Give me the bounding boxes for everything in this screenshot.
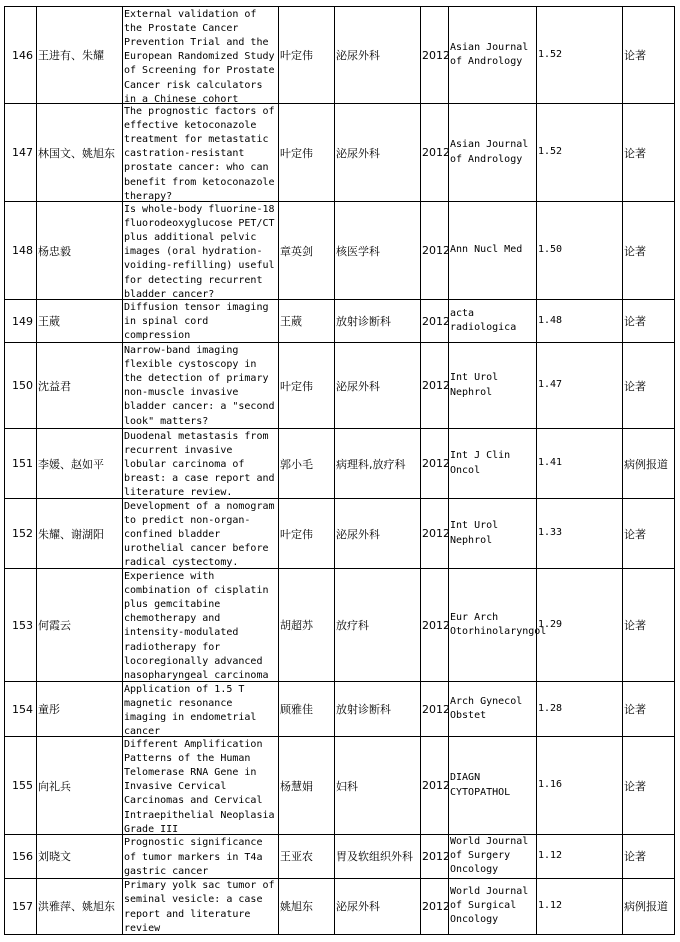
- article-type-cell: 论著: [623, 499, 675, 569]
- impact-factor-cell: 1.50: [537, 202, 623, 300]
- authors-cell: 杨忠毅: [37, 202, 123, 300]
- article-type-cell: 病例报道: [623, 429, 675, 499]
- supervisor-cell: 杨慧娟: [279, 737, 335, 835]
- journal-cell: Arch Gynecol Obstet: [449, 682, 537, 737]
- authors-cell: 童彤: [37, 682, 123, 737]
- journal-cell: Ann Nucl Med: [449, 202, 537, 300]
- publication-table-body: [5, 7, 675, 935]
- impact-factor-cell: 1.41: [537, 429, 623, 499]
- table-row: [5, 202, 675, 300]
- department-cell: 妇科: [335, 737, 421, 835]
- impact-factor-cell: 1.28: [537, 682, 623, 737]
- supervisor-cell: 叶定伟: [279, 343, 335, 429]
- year-cell: 2012: [421, 104, 449, 202]
- article-type-cell: 论著: [623, 569, 675, 682]
- row-number: 150: [5, 343, 37, 429]
- row-number: 153: [5, 569, 37, 682]
- table-row: [5, 7, 675, 104]
- supervisor-cell: 顾雅佳: [279, 682, 335, 737]
- year-cell: 2012: [421, 835, 449, 879]
- journal-cell: Asian Journal of Andrology: [449, 104, 537, 202]
- department-cell: 放疗科: [335, 569, 421, 682]
- department-cell: 泌尿外科: [335, 343, 421, 429]
- journal-cell: Eur Arch Otorhinolaryngol: [449, 569, 537, 682]
- department-cell: 泌尿外科: [335, 104, 421, 202]
- impact-factor-cell: 1.52: [537, 7, 623, 104]
- paper-title-cell: Primary yolk sac tumor of seminal vesicle: a case report and literature review: [123, 878, 279, 934]
- department-cell: 放射诊断科: [335, 300, 421, 343]
- article-type-cell: 论著: [623, 343, 675, 429]
- authors-cell: 朱耀、谢湖阳: [37, 499, 123, 569]
- row-number: 151: [5, 429, 37, 499]
- article-type-cell: 论著: [623, 835, 675, 879]
- journal-cell: Int Urol Nephrol: [449, 499, 537, 569]
- paper-title-cell: Diffusion tensor imaging in spinal cord compression: [123, 300, 279, 343]
- paper-title-cell: External validation of the Prostate Cancer Prevention Trial and the European Randomized Study of Screening for Prostate Cancer risk calculators in a Chinese cohort: [123, 7, 279, 104]
- row-number: 156: [5, 835, 37, 879]
- paper-title-cell: Is whole-body fluorine-18 fluorodeoxyglucose PET/CT plus additional pelvic images (oral hydration-voiding-refilling) useful for detecting recurrent bladder cancer?: [123, 202, 279, 300]
- year-cell: 2012: [421, 300, 449, 343]
- department-cell: 病理科,放疗科: [335, 429, 421, 499]
- authors-cell: 向礼兵: [37, 737, 123, 835]
- year-cell: 2012: [421, 878, 449, 934]
- year-cell: 2012: [421, 429, 449, 499]
- paper-title-cell: Prognostic significance of tumor markers in T4a gastric cancer: [123, 835, 279, 879]
- supervisor-cell: 叶定伟: [279, 104, 335, 202]
- journal-cell: DIAGN CYTOPATHOL: [449, 737, 537, 835]
- authors-cell: 王进有、朱耀: [37, 7, 123, 104]
- supervisor-cell: 叶定伟: [279, 499, 335, 569]
- supervisor-cell: 章英剑: [279, 202, 335, 300]
- paper-title-cell: Different Amplification Patterns of the Human Telomerase RNA Gene in Invasive Cervical Carcinomas and Cervical Intraepithelial Neoplasia Grade III: [123, 737, 279, 835]
- paper-title-cell: Application of 1.5 T magnetic resonance imaging in endometrial cancer: [123, 682, 279, 737]
- paper-title-cell: Narrow-band imaging flexible cystoscopy in the detection of primary non-muscle invasive bladder cancer: a "second look" matters?: [123, 343, 279, 429]
- row-number: 154: [5, 682, 37, 737]
- impact-factor-cell: 1.16: [537, 737, 623, 835]
- supervisor-cell: 姚旭东: [279, 878, 335, 934]
- year-cell: 2012: [421, 682, 449, 737]
- journal-cell: World Journal of Surgical Oncology: [449, 878, 537, 934]
- journal-cell: acta radiologica: [449, 300, 537, 343]
- paper-title-cell: Development of a nomogram to predict non-organ-confined bladder urothelial cancer before radical cystectomy.: [123, 499, 279, 569]
- year-cell: 2012: [421, 737, 449, 835]
- article-type-cell: 论著: [623, 7, 675, 104]
- authors-cell: 王葳: [37, 300, 123, 343]
- row-number: 155: [5, 737, 37, 835]
- impact-factor-cell: 1.12: [537, 835, 623, 879]
- table-row: [5, 682, 675, 737]
- impact-factor-cell: 1.33: [537, 499, 623, 569]
- table-row: [5, 569, 675, 682]
- paper-title-cell: Duodenal metastasis from recurrent invasive lobular carcinoma of breast: a case report and literature review.: [123, 429, 279, 499]
- year-cell: 2012: [421, 499, 449, 569]
- year-cell: 2012: [421, 569, 449, 682]
- journal-cell: Int J Clin Oncol: [449, 429, 537, 499]
- authors-cell: 李媛、赵如平: [37, 429, 123, 499]
- impact-factor-cell: 1.48: [537, 300, 623, 343]
- journal-cell: Int Urol Nephrol: [449, 343, 537, 429]
- row-number: 146: [5, 7, 37, 104]
- authors-cell: 何霞云: [37, 569, 123, 682]
- publication-table: [4, 6, 675, 935]
- table-row: [5, 499, 675, 569]
- authors-cell: 刘晓文: [37, 835, 123, 879]
- department-cell: 核医学科: [335, 202, 421, 300]
- paper-title-cell: The prognostic factors of effective ketoconazole treatment for metastatic castration-resistant prostate cancer: who can benefit from ketoconazole therapy?: [123, 104, 279, 202]
- article-type-cell: 论著: [623, 682, 675, 737]
- impact-factor-cell: 1.47: [537, 343, 623, 429]
- supervisor-cell: 叶定伟: [279, 7, 335, 104]
- table-row: [5, 104, 675, 202]
- article-type-cell: 论著: [623, 202, 675, 300]
- journal-cell: Asian Journal of Andrology: [449, 7, 537, 104]
- year-cell: 2012: [421, 202, 449, 300]
- article-type-cell: 论著: [623, 104, 675, 202]
- supervisor-cell: 王葳: [279, 300, 335, 343]
- department-cell: 泌尿外科: [335, 499, 421, 569]
- supervisor-cell: 王亚农: [279, 835, 335, 879]
- table-row: [5, 300, 675, 343]
- impact-factor-cell: 1.29: [537, 569, 623, 682]
- article-type-cell: 论著: [623, 300, 675, 343]
- authors-cell: 洪雅萍、姚旭东: [37, 878, 123, 934]
- department-cell: 放射诊断科: [335, 682, 421, 737]
- row-number: 152: [5, 499, 37, 569]
- row-number: 148: [5, 202, 37, 300]
- article-type-cell: 病例报道: [623, 878, 675, 934]
- row-number: 147: [5, 104, 37, 202]
- journal-cell: World Journal of Surgery Oncology: [449, 835, 537, 879]
- supervisor-cell: 胡超苏: [279, 569, 335, 682]
- row-number: 149: [5, 300, 37, 343]
- authors-cell: 林国文、姚旭东: [37, 104, 123, 202]
- table-row: [5, 878, 675, 934]
- article-type-cell: 论著: [623, 737, 675, 835]
- table-row: [5, 835, 675, 879]
- department-cell: 泌尿外科: [335, 878, 421, 934]
- table-row: [5, 737, 675, 835]
- impact-factor-cell: 1.12: [537, 878, 623, 934]
- impact-factor-cell: 1.52: [537, 104, 623, 202]
- department-cell: 泌尿外科: [335, 7, 421, 104]
- year-cell: 2012: [421, 7, 449, 104]
- table-row: [5, 429, 675, 499]
- paper-title-cell: Experience with combination of cisplatin plus gemcitabine chemotherapy and intensity-modulated radiotherapy for locoregionally advanced nasopharyngeal carcinoma: [123, 569, 279, 682]
- authors-cell: 沈益君: [37, 343, 123, 429]
- year-cell: 2012: [421, 343, 449, 429]
- table-row: [5, 343, 675, 429]
- department-cell: 胃及软组织外科: [335, 835, 421, 879]
- row-number: 157: [5, 878, 37, 934]
- supervisor-cell: 郭小毛: [279, 429, 335, 499]
